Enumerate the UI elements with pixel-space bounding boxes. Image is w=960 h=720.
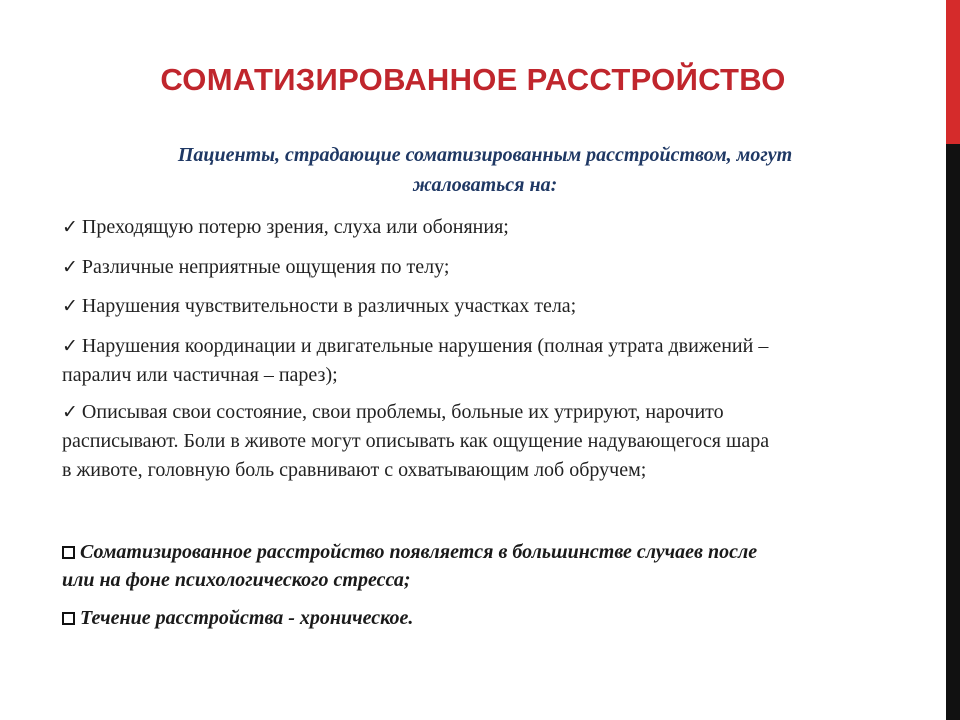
slide-subtitle bbox=[70, 140, 900, 200]
subtitle-line: Пациенты, страдающие соматизированным расстройством, могут bbox=[177, 144, 793, 166]
side-accent-bar-red bbox=[946, 0, 960, 144]
item-text: Нарушения координации и двигательные нарушения (полная утрата движений – bbox=[81, 335, 769, 357]
item-text: Различные неприятные ощущения по телу; bbox=[81, 256, 450, 278]
checklist-item bbox=[62, 213, 912, 242]
checkmark-icon: ✓ bbox=[62, 336, 78, 357]
item-text: расписывают. Боли в животе могут описывать как ощущение надувающегося шара bbox=[62, 430, 770, 452]
slide-title: СОМАТИЗИРОВАННОЕ РАССТРОЙСТВО bbox=[160, 62, 786, 97]
item-text: Описывая свои состояние, свои проблемы, больные их утрируют, нарочито bbox=[81, 401, 724, 423]
checklist-item bbox=[62, 292, 912, 321]
item-text: Преходящую потерю зрения, слуха или обоняния; bbox=[81, 216, 509, 238]
checklist-item bbox=[62, 332, 912, 390]
checkmark-icon: ✓ bbox=[62, 402, 78, 423]
checklist-item bbox=[62, 398, 912, 485]
checklist-item bbox=[62, 253, 912, 282]
checkbox-square-icon bbox=[62, 612, 75, 625]
item-text: в животе, головную боль сравнивают с охватывающим лоб обручем; bbox=[62, 459, 647, 481]
note-text: Соматизированное расстройство появляется в большинстве случаев после bbox=[80, 541, 758, 563]
checkmark-icon: ✓ bbox=[62, 296, 78, 317]
checkbox-square-icon bbox=[62, 546, 75, 559]
checkmark-icon: ✓ bbox=[62, 257, 78, 278]
note-item bbox=[62, 538, 912, 594]
checkmark-icon: ✓ bbox=[62, 217, 78, 238]
note-text: Течение расстройства - хроническое. bbox=[80, 607, 414, 629]
subtitle-line: жаловаться на: bbox=[412, 174, 558, 196]
item-text: паралич или частичная – парез); bbox=[62, 364, 338, 386]
side-accent-bar-dark bbox=[946, 144, 960, 720]
note-text: или на фоне психологического стресса; bbox=[62, 569, 411, 591]
item-text: Нарушения чувствительности в различных участках тела; bbox=[81, 295, 577, 317]
note-item bbox=[62, 604, 912, 632]
